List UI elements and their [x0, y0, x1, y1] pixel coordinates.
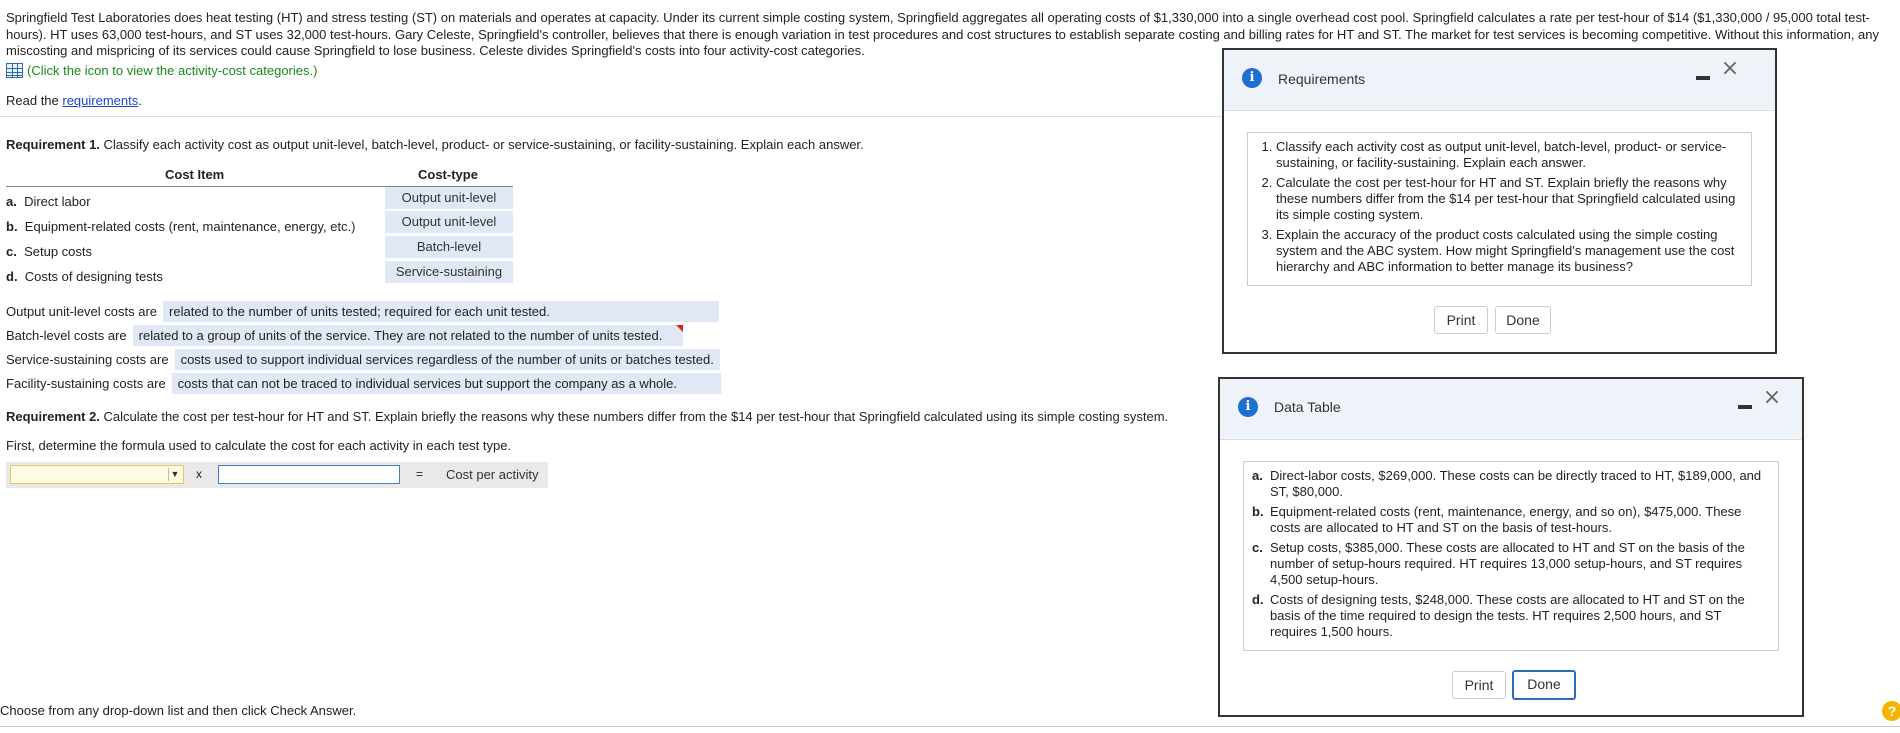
cost-classification-table: [6, 167, 516, 287]
requirements-dialog: [1222, 48, 1777, 354]
footer-divider: [0, 726, 1900, 727]
col-header-cost-type: Cost-type: [418, 167, 478, 182]
divider: [0, 116, 1230, 117]
read-requirements-line: Read the requirements.: [6, 93, 142, 108]
requirement-2-heading: Requirement 2. Calculate the cost per test-hour for HT and ST. Explain briefly the reasons why these numbers differ from the $14 per test-hour that Springfield calculated using its simple costing system.: [6, 409, 1169, 424]
multiply-sign: x: [196, 467, 202, 481]
explanation-row: Service-sustaining costs are costs used to support individual services regardless of the number of units or batches tested.: [6, 349, 720, 370]
close-icon[interactable]: ×: [1762, 385, 1782, 410]
equals-sign: =: [416, 467, 424, 481]
allocation-base-dropdown[interactable]: [10, 465, 184, 484]
table-row: d. Costs of designing tests: [6, 269, 163, 284]
dialog-header: [1220, 379, 1802, 440]
cost-type-answer-c[interactable]: Batch-level: [385, 236, 513, 258]
error-marker-icon: [676, 325, 683, 332]
col-header-cost-item: Cost Item: [165, 167, 225, 182]
help-icon[interactable]: ?: [1882, 701, 1900, 721]
problem-intro: Springfield Test Laboratories does heat testing (HT) and stress testing (ST) on materials and operates at capacity. Under its current simple costing system, Springfield aggregates all operating costs of $1,330,000 into a single overhead cost pool. Springfield calculates a rate per test-hour of $14 ($1,330,000 / 95,000 total test-hours). HT uses 63,000 test-hours, and ST uses 32,000 test-hours. Gary Celeste, Springfield's controller, believes that there is enough variation in test procedures and cost structures to establish separate costing and billing rates for HT and ST. The market for test services is becoming competitive. Without this information, any miscosting and mispricing of its services could cause Springfield to lose business. Celeste divides Springfield's costs into four activity-cost categories.: [6, 10, 1880, 58]
requirement-1-heading: Requirement 1. Classify each activity cost as output unit-level, batch-level, product- or service-sustaining, or facility-sustaining. Explain each answer.: [6, 137, 864, 152]
data-table-dialog: [1218, 377, 1804, 717]
cost-type-answer-b[interactable]: Output unit-level: [385, 211, 513, 233]
print-button[interactable]: Print: [1452, 671, 1506, 699]
result-label: Cost per activity: [446, 467, 539, 482]
table-icon[interactable]: [6, 63, 23, 78]
requirements-link[interactable]: requirements: [62, 93, 139, 108]
list-item: 2. Calculate the cost per test-hour for HT and ST. Explain briefly the reasons why these numbers differ from the $14 per test-hour that Springfield calculated using its simple costing system.: [1276, 175, 1743, 223]
explanation-row: Output unit-level costs are related to the number of units tested; required for each unit tested.: [6, 301, 719, 322]
explanation-row: Batch-level costs are related to a group of units of the service. They are not related to the number of units tested.: [6, 325, 683, 346]
formula-row: [6, 462, 548, 488]
info-icon: i: [1242, 68, 1262, 88]
list-item: c. Setup costs, $385,000. These costs are allocated to HT and ST on the basis of the number of setup-hours required. HT requires 13,000 setup-hours, and ST requires 4,500 setup-hours.: [1252, 540, 1745, 587]
list-item: 3. Explain the accuracy of the product costs calculated using the simple costing system and the ABC system. How might Springfield's management use the cost hierarchy and ABC information to better manage its business?: [1276, 227, 1743, 275]
list-item: d. Costs of designing tests, $248,000. These costs are allocated to HT and ST on the basis of the time required to design the tests. HT requires 2,500 hours, and ST requires 1,500 hours.: [1252, 592, 1745, 639]
data-table-list: [1243, 461, 1779, 651]
dialog-title: Requirements: [1278, 71, 1366, 87]
explanation-answer-batch[interactable]: related to a group of units of the service. They are not related to the number of units tested.: [133, 325, 683, 346]
rate-input[interactable]: [218, 465, 400, 484]
explanation-answer-facility-sustaining[interactable]: costs that can not be traced to individual services but support the company as a whole.: [172, 373, 721, 394]
cost-type-answer-d[interactable]: Service-sustaining: [385, 261, 513, 283]
formula-instruction: First, determine the formula used to calculate the cost for each activity in each test type.: [6, 438, 512, 453]
done-button[interactable]: Done: [1495, 306, 1551, 334]
activity-cost-table-link[interactable]: [6, 63, 317, 78]
dropdown-arrow-icon[interactable]: ▼: [168, 468, 181, 481]
dialog-title: Data Table: [1274, 399, 1341, 415]
close-icon[interactable]: ×: [1720, 56, 1740, 81]
minimize-icon[interactable]: [1696, 76, 1710, 80]
list-item: a. Direct-labor costs, $269,000. These costs can be directly traced to HT, $189,000, and ST, $80,000.: [1252, 468, 1762, 499]
table-link-text[interactable]: (Click the icon to view the activity-cost categories.): [27, 63, 318, 78]
list-item: b. Equipment-related costs (rent, maintenance, energy, and so on), $475,000. These costs are allocated to HT and ST on the basis of test-hours.: [1252, 504, 1742, 535]
table-row: a. Direct labor: [6, 194, 91, 209]
requirements-list: [1247, 132, 1752, 286]
dialog-header: [1224, 50, 1775, 111]
table-row: c. Setup costs: [6, 244, 93, 259]
cost-type-answer-a[interactable]: Output unit-level: [385, 187, 513, 209]
explanation-answer-service-sustaining[interactable]: costs used to support individual services regardless of the number of units or batches tested.: [175, 349, 720, 370]
list-item: 1. Classify each activity cost as output unit-level, batch-level, product- or service-sustaining, or facility-sustaining. Explain each answer.: [1276, 139, 1743, 171]
info-icon: i: [1238, 397, 1258, 417]
done-button[interactable]: Done: [1512, 670, 1576, 700]
footer-instruction: Choose from any drop-down list and then click Check Answer.: [0, 703, 357, 718]
minimize-icon[interactable]: [1738, 405, 1752, 409]
table-row: b. Equipment-related costs (rent, maintenance, energy, etc.): [6, 219, 356, 234]
explanation-answer-output-unit[interactable]: related to the number of units tested; required for each unit tested.: [163, 301, 719, 322]
explanation-row: Facility-sustaining costs are costs that can not be traced to individual services but support the company as a whole.: [6, 373, 721, 394]
print-button[interactable]: Print: [1434, 306, 1488, 334]
